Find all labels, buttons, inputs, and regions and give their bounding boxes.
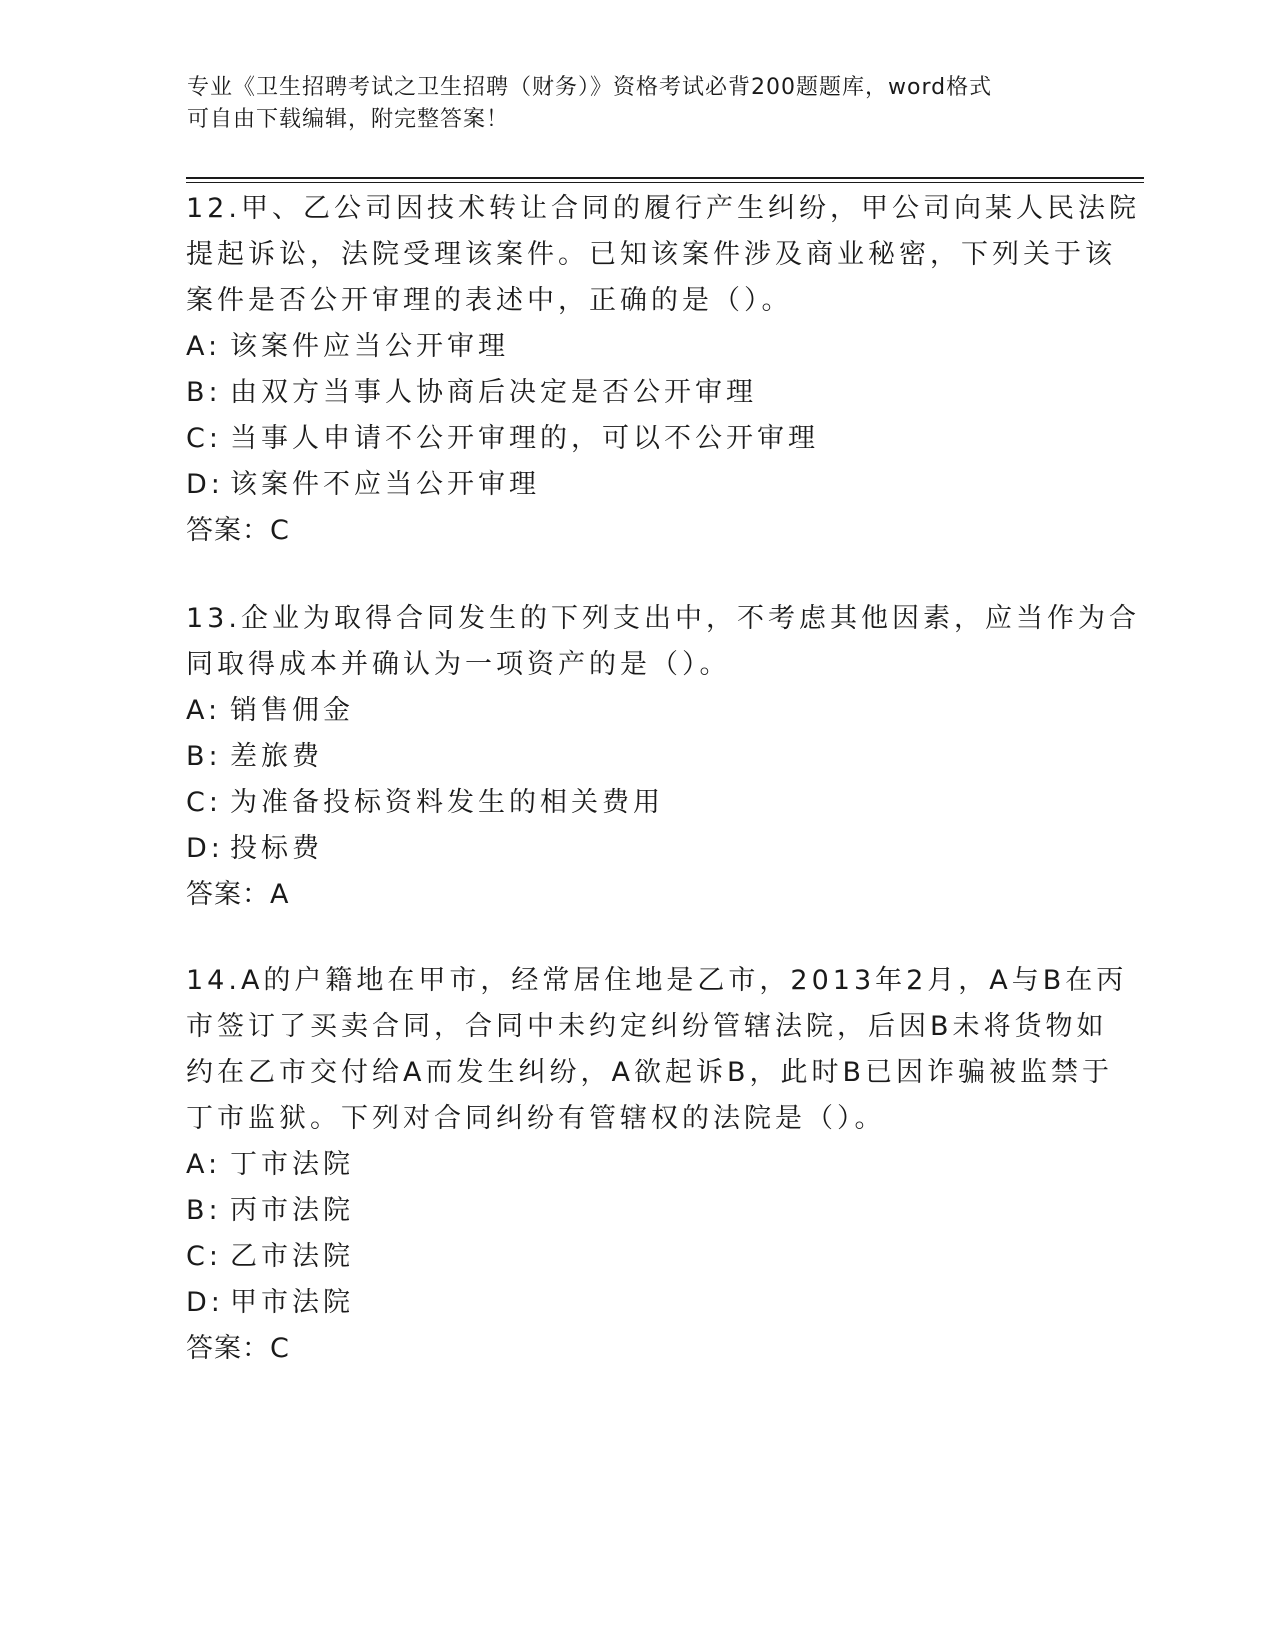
question-text-line: 市签订了买卖合同，合同中未约定纠纷管辖法院，后因B未将货物如 xyxy=(186,1011,1108,1042)
option-d xyxy=(186,462,1086,508)
option-text: 由双方当事人协商后决定是否公开审理 xyxy=(230,377,757,408)
option-a xyxy=(186,688,1086,734)
question-text-line: 案件是否公开审理的表述中，正确的是（）。 xyxy=(186,285,793,316)
option-letter: D: xyxy=(186,469,224,500)
option-letter: D: xyxy=(186,1287,224,1318)
option-b xyxy=(186,370,1086,416)
option-text: 该案件应当公开审理 xyxy=(230,331,509,362)
option-letter: B: xyxy=(186,741,222,772)
option-text: 甲市法院 xyxy=(230,1287,354,1318)
option-text: 丙市法院 xyxy=(230,1195,354,1226)
question-text-line: 约在乙市交付给A而发生纠纷，A欲起诉B，此时B已因诈骗被监禁于 xyxy=(186,1057,1113,1088)
option-letter: B: xyxy=(186,377,222,408)
option-a xyxy=(186,1142,1086,1188)
header-line-2: 可自由下载编辑，附完整答案！ xyxy=(187,107,510,132)
option-letter: A: xyxy=(186,695,222,726)
header-divider-thick xyxy=(186,177,1144,179)
answer-line: 答案：C xyxy=(186,515,290,546)
option-c xyxy=(186,1234,1086,1280)
option-a xyxy=(186,324,1086,370)
option-letter: B: xyxy=(186,1195,222,1226)
option-text: 丁市法院 xyxy=(230,1149,354,1180)
option-text: 投标费 xyxy=(230,833,323,864)
option-letter: C: xyxy=(186,787,222,818)
answer-line: 答案：A xyxy=(186,879,290,910)
question-13 xyxy=(186,596,1140,918)
option-text: 差旅费 xyxy=(230,741,323,772)
option-text: 该案件不应当公开审理 xyxy=(230,469,540,500)
option-c xyxy=(186,780,1086,826)
option-c xyxy=(186,416,1086,462)
option-letter: C: xyxy=(186,423,222,454)
option-b xyxy=(186,1188,1086,1234)
document-header xyxy=(187,72,1087,136)
question-text-line: 同取得成本并确认为一项资产的是（）。 xyxy=(186,649,731,680)
question-text-line: 丁市监狱。下列对合同纠纷有管辖权的法院是（）。 xyxy=(186,1103,886,1134)
option-d xyxy=(186,1280,1086,1326)
option-letter: C: xyxy=(186,1241,222,1272)
option-text: 销售佣金 xyxy=(230,695,354,726)
option-text: 乙市法院 xyxy=(230,1241,354,1272)
option-b xyxy=(186,734,1086,780)
option-text: 为准备投标资料发生的相关费用 xyxy=(230,787,664,818)
question-text-line: 14.A的户籍地在甲市，经常居住地是乙市，2013年2月，A与B在丙 xyxy=(186,965,1128,996)
option-letter: A: xyxy=(186,331,222,362)
option-text: 当事人申请不公开审理的，可以不公开审理 xyxy=(230,423,819,454)
question-14 xyxy=(186,958,1128,1372)
question-text-line: 12.甲、乙公司因技术转让合同的履行产生纠纷，甲公司向某人民法院 xyxy=(186,193,1140,224)
option-d xyxy=(186,826,1086,872)
header-divider-thin xyxy=(186,182,1144,183)
question-text-line: 提起诉讼，法院受理该案件。已知该案件涉及商业秘密，下列关于该 xyxy=(186,239,1116,270)
header-line-1: 专业《卫生招聘考试之卫生招聘（财务）》资格考试必背200题题库，word格式 xyxy=(187,75,993,100)
option-letter: D: xyxy=(186,833,224,864)
question-12 xyxy=(186,186,1140,554)
answer-line: 答案：C xyxy=(186,1333,290,1364)
option-letter: A: xyxy=(186,1149,222,1180)
question-text-line: 13.企业为取得合同发生的下列支出中，不考虑其他因素，应当作为合 xyxy=(186,603,1140,634)
